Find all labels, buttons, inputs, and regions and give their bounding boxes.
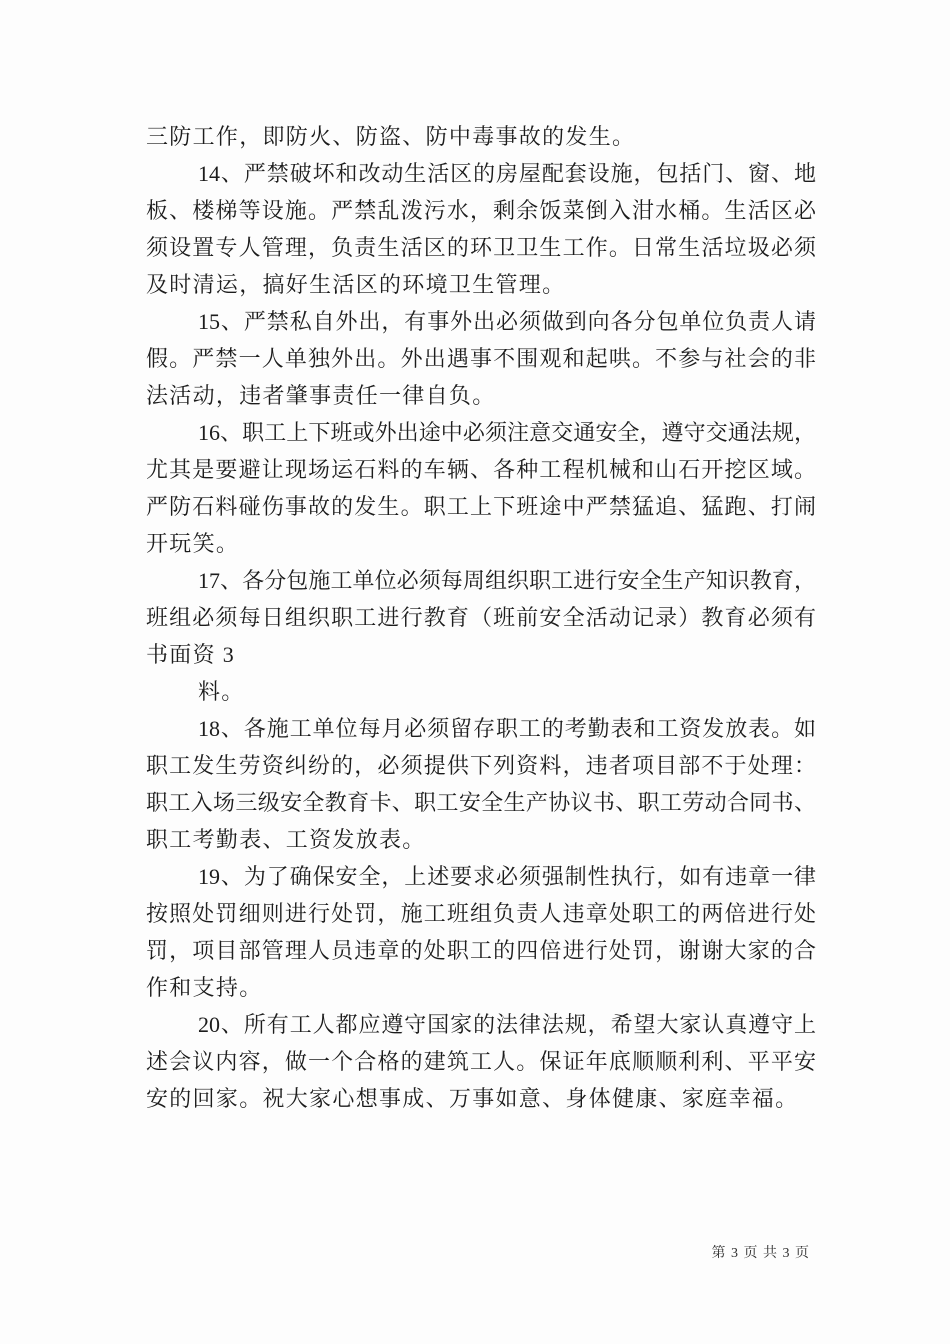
- text-line: 作和支持。: [146, 975, 263, 1000]
- text-line: 职工入场三级安全教育卡、职工安全生产协议书、职工劳动合同书、: [146, 790, 816, 815]
- text-line: 14、严禁破坏和改动生活区的房屋配套设施，包括门、窗、地: [198, 161, 816, 186]
- text-line: 法活动，违者肇事责任一律自负。: [146, 383, 496, 408]
- paragraph: [146, 303, 816, 414]
- text-line: 罚，项目部管理人员违章的处职工的四倍进行处罚，谢谢大家的合: [146, 938, 816, 963]
- text-line: 料。: [198, 679, 245, 704]
- page-footer: [146, 1244, 810, 1264]
- text-line: 及时清运，搞好生活区的环境卫生管理。: [146, 272, 566, 297]
- text-line: 尤其是要避让现场运石料的车辆、各种工程机械和山石开挖区域。: [146, 457, 816, 482]
- text-line: 班组必须每日组织职工进行教育（班前安全活动记录）教育必须有: [146, 605, 816, 630]
- text-line: 述会议内容，做一个合格的建筑工人。保证年底顺顺利利、平平安: [146, 1049, 816, 1074]
- text-line: 板、楼梯等设施。严禁乱泼污水，剩余饭菜倒入泔水桶。生活区必: [146, 198, 816, 223]
- page-number-label: 第 3 页 共 3 页: [711, 1246, 810, 1261]
- text-line: 20、所有工人都应遵守国家的法律法规，希望大家认真遵守上: [198, 1012, 816, 1037]
- text-line: 安的回家。祝大家心想事成、万事如意、身体健康、家庭幸福。: [146, 1086, 799, 1111]
- paragraph: [146, 1006, 816, 1117]
- paragraph: [146, 562, 816, 673]
- document-body: [146, 118, 816, 1117]
- text-line: 严防石料碰伤事故的发生。职工上下班途中严禁猛追、猛跑、打闹: [146, 494, 816, 519]
- text-line: 17、各分包施工单位必须每周组织职工进行安全生产知识教育，: [198, 568, 816, 593]
- paragraph: [146, 118, 816, 155]
- text-line: 19、为了确保安全，上述要求必须强制性执行，如有违章一律: [198, 864, 816, 889]
- text-line: 书面资 3: [146, 642, 236, 667]
- text-line: 假。严禁一人单独外出。外出遇事不围观和起哄。不参与社会的非: [146, 346, 816, 371]
- text-line: 18、各施工单位每月必须留存职工的考勤表和工资发放表。如: [198, 716, 816, 741]
- paragraph: [146, 414, 816, 562]
- text-line: 须设置专人管理，负责生活区的环卫卫生工作。日常生活垃圾必须: [146, 235, 816, 260]
- paragraph: [146, 858, 816, 1006]
- text-line: 按照处罚细则进行处罚，施工班组负责人违章处职工的两倍进行处: [146, 901, 816, 926]
- text-line: 三防工作，即防火、防盗、防中毒事故的发生。: [146, 124, 636, 149]
- paragraph: [146, 155, 816, 303]
- paragraph: [146, 710, 816, 858]
- text-line: 职工发生劳资纠纷的，必须提供下列资料，违者项目部不于处理：: [146, 753, 816, 778]
- text-line: 职工考勤表、工资发放表。: [146, 827, 426, 852]
- text-line: 15、严禁私自外出，有事外出必须做到向各分包单位负责人请: [198, 309, 816, 334]
- paragraph: [146, 673, 816, 710]
- text-line: 16、职工上下班或外出途中必须注意交通安全，遵守交通法规，: [198, 420, 816, 445]
- text-line: 开玩笑。: [146, 531, 240, 556]
